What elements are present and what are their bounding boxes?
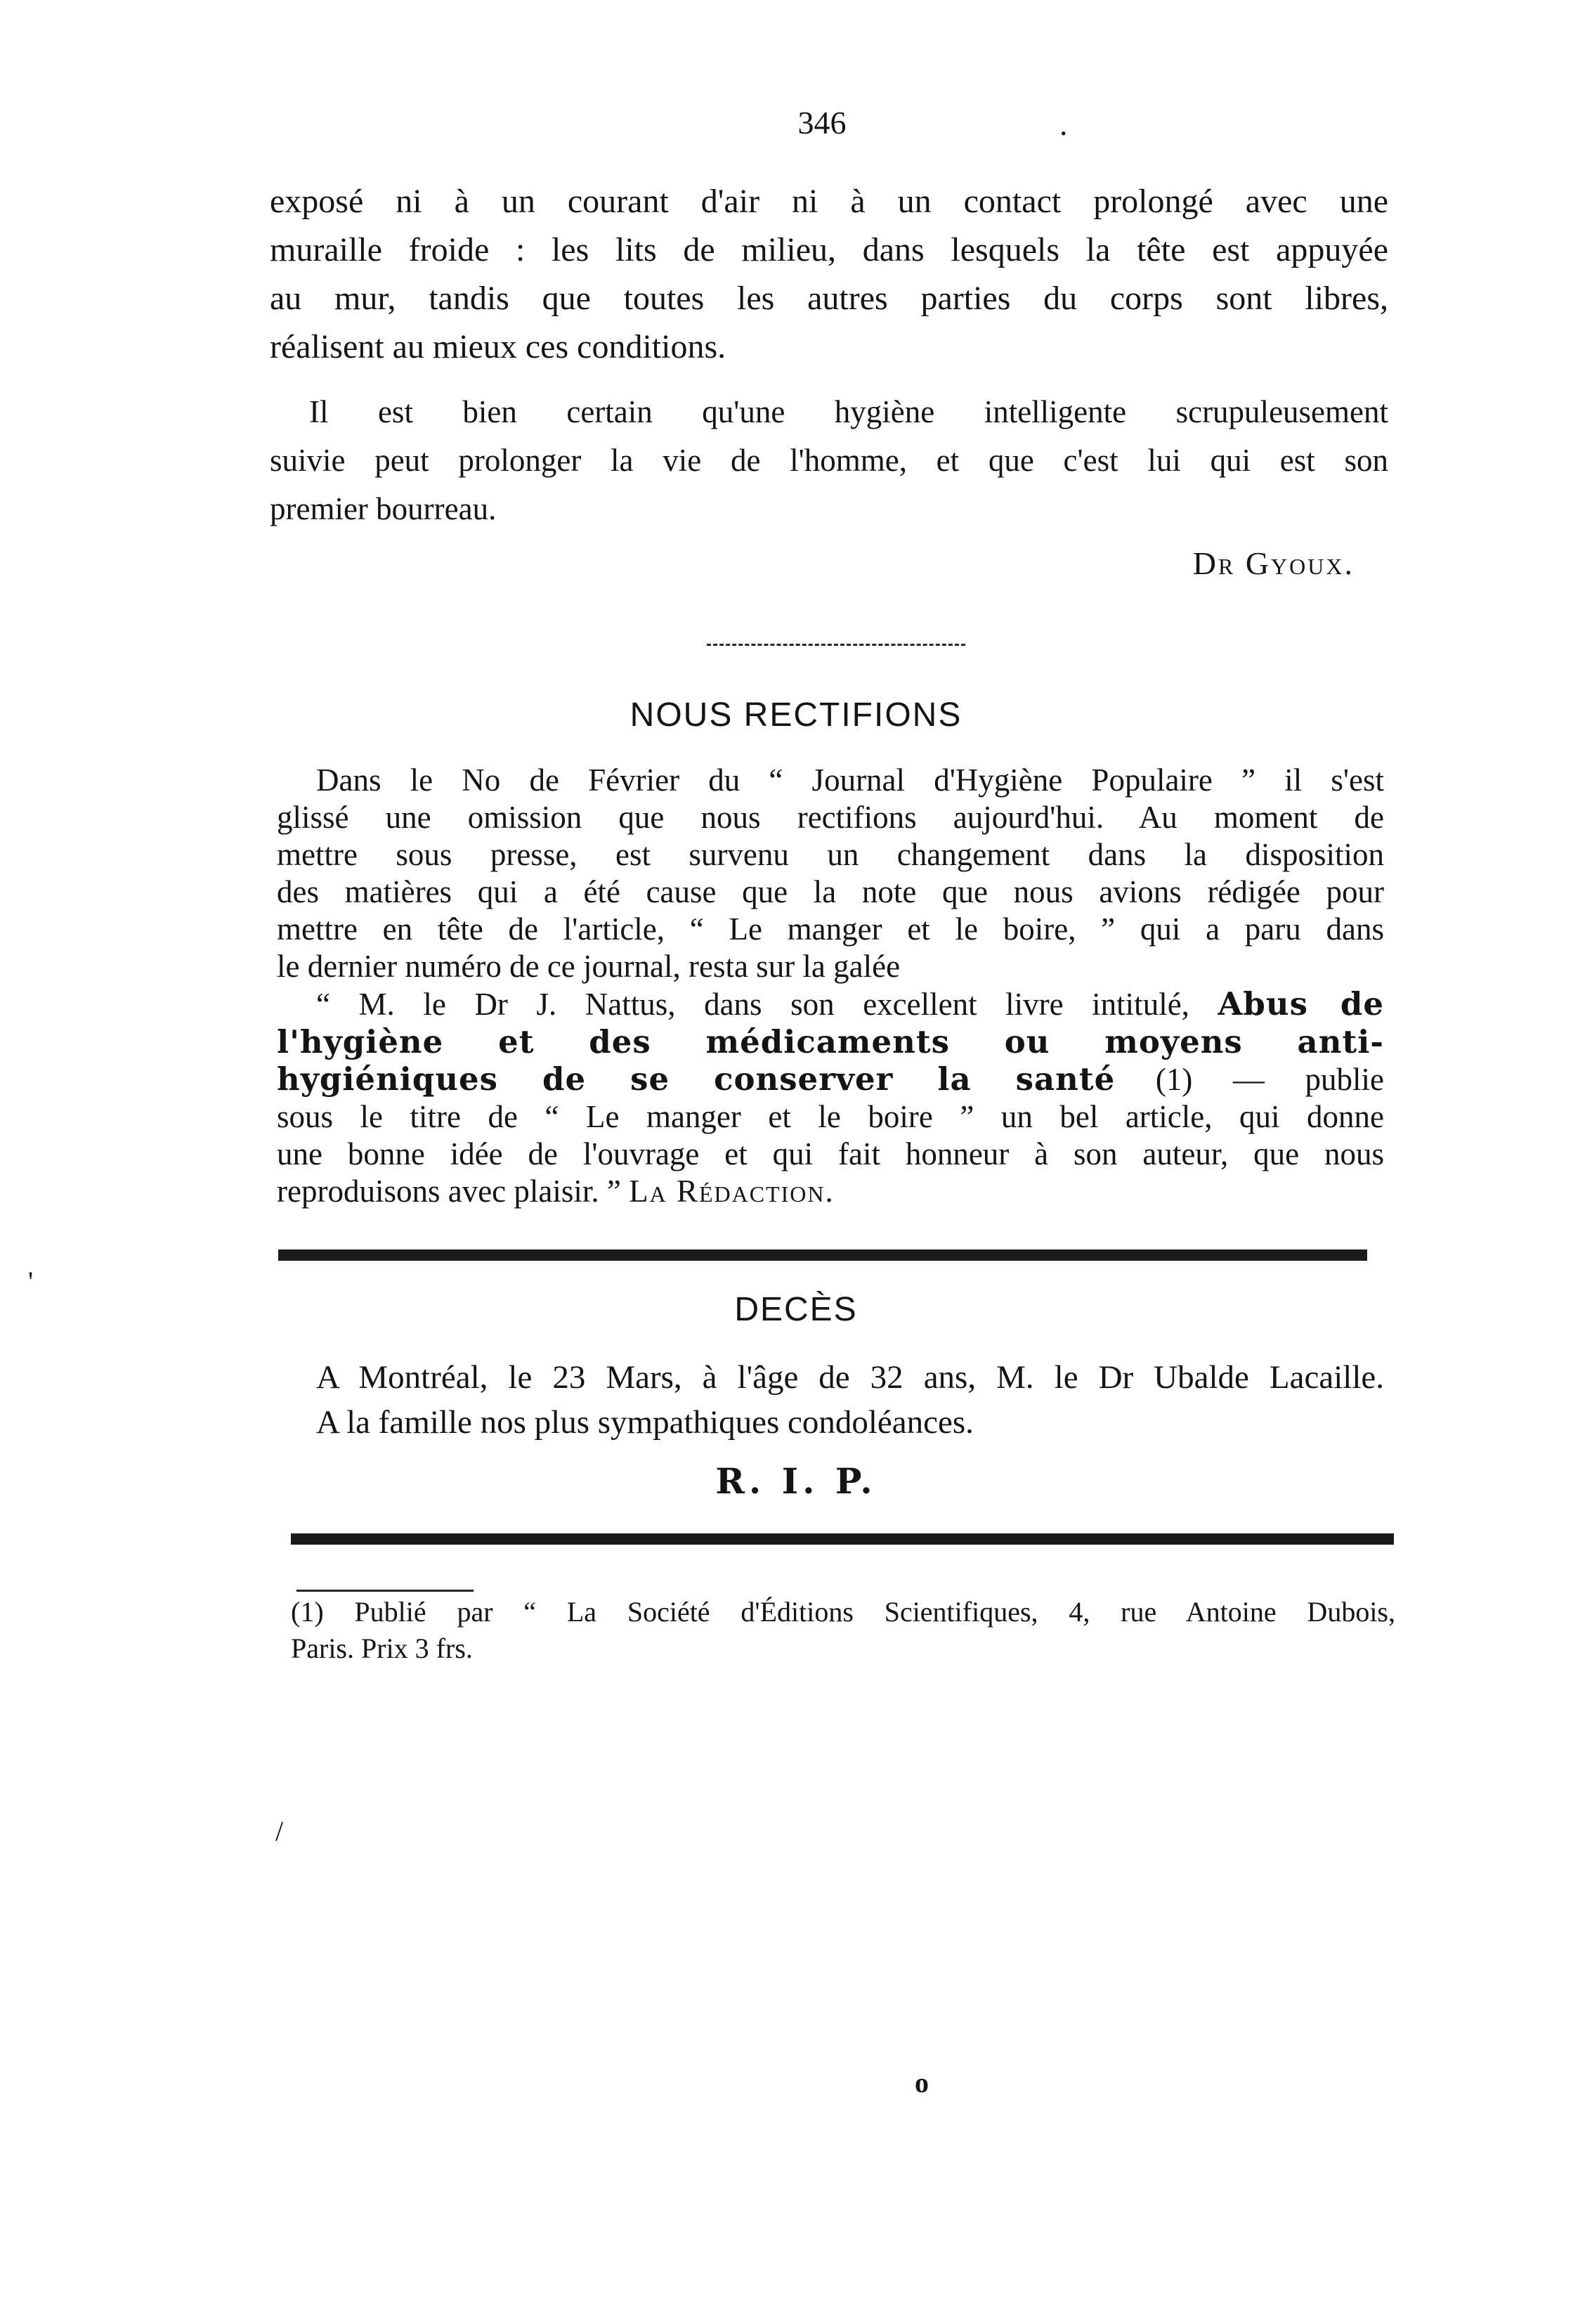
section-title-nous-rectifions: NOUS RECTIFIONS xyxy=(629,696,963,734)
text-line: A Montréal, le 23 Mars, à l'âge de 32 ans, M. le Dr Ubalde Lacaille. xyxy=(316,1359,1384,1396)
margin-mark: ' xyxy=(28,1266,34,1297)
footnote-ref-text: (1) — publie xyxy=(1155,1062,1385,1097)
text-line: mettre sous presse, est survenu un changement dans la disposition xyxy=(277,837,1384,872)
ink-mark: o xyxy=(915,2067,929,2098)
text-line: au mur, tandis que toutes les autres parties du corps sont libres, xyxy=(270,280,1388,317)
section-title-deces: DECÈS xyxy=(734,1291,858,1328)
text-line: exposé ni à un courant d'air ni à un contact prolongé avec une xyxy=(270,183,1388,220)
text-line xyxy=(277,1060,1384,1098)
text-line: réalisent au mieux ces conditions. xyxy=(270,328,726,365)
text-line xyxy=(277,1173,1384,1210)
closing-text: reproduisons avec plaisir. ” xyxy=(277,1174,621,1209)
footnote-line: Paris. Prix 3 frs. xyxy=(291,1632,473,1664)
article1-paragraph2 xyxy=(270,388,1388,533)
margin-mark: / xyxy=(275,1815,284,1847)
book-title-part: Abus de xyxy=(1218,985,1384,1023)
text-line: des matières qui a été cause que la note que nous avions rédigée pour xyxy=(277,874,1384,909)
page-number: 346 xyxy=(797,105,847,141)
rip-inscription: R. I. P. xyxy=(715,1460,877,1502)
text-line: sous le titre de “ Le manger et le boire ” un bel article, qui donne xyxy=(277,1099,1384,1134)
footnote-line: (1) Publié par “ La Société d'Éditions Scientifiques, 4, rue Antoine Dubois, xyxy=(291,1596,1395,1628)
text-line: premier bourreau. xyxy=(270,491,497,526)
book-title-line: l'hygiène et des médicaments ou moyens anti- xyxy=(277,1023,1384,1060)
section-rule-thick xyxy=(278,1249,1367,1261)
article2-body xyxy=(277,762,1384,1210)
quote-intro: “ M. le Dr J. Nattus, dans son excellent livre intitulé, xyxy=(316,987,1189,1022)
text-line: le dernier numéro de ce journal, resta sur la galée xyxy=(277,949,901,984)
editorial-signature: La Rédaction. xyxy=(629,1174,835,1209)
text-line xyxy=(277,985,1384,1023)
section-rule-thick xyxy=(291,1533,1394,1545)
text-line: une bonne idée de l'ouvrage et qui fait honneur à son auteur, que nous xyxy=(277,1136,1384,1171)
text-line: mettre en tête de l'article, “ Le manger et le boire, ” qui a paru dans xyxy=(277,911,1384,947)
text-line: A la famille nos plus sympathiques condoléances. xyxy=(316,1404,974,1441)
author-signature: Dr Gyoux. xyxy=(1192,545,1355,581)
book-title-part: hygiéniques de se conserver la santé xyxy=(277,1060,1116,1098)
footnote-rule xyxy=(296,1590,474,1592)
text-line: glissé une omission que nous rectifions aujourd'hui. Au moment de xyxy=(277,800,1384,835)
section-divider-dashed xyxy=(707,644,965,646)
text-line: Dans le No de Février du “ Journal d'Hygiène Populaire ” il s'est xyxy=(316,762,1384,798)
obituary-body xyxy=(316,1355,1384,1445)
text-line: Il est bien certain qu'une hygiène intelligente scrupuleusement xyxy=(309,394,1388,429)
text-line: muraille froide : les lits de milieu, dans lesquels la tête est appuyée xyxy=(270,231,1388,268)
page-number-dot: . xyxy=(1059,106,1068,142)
footnote xyxy=(291,1594,1395,1667)
text-line: suivie peut prolonger la vie de l'homme, et que c'est lui qui est son xyxy=(270,443,1388,478)
article1-paragraph1 xyxy=(270,177,1388,371)
